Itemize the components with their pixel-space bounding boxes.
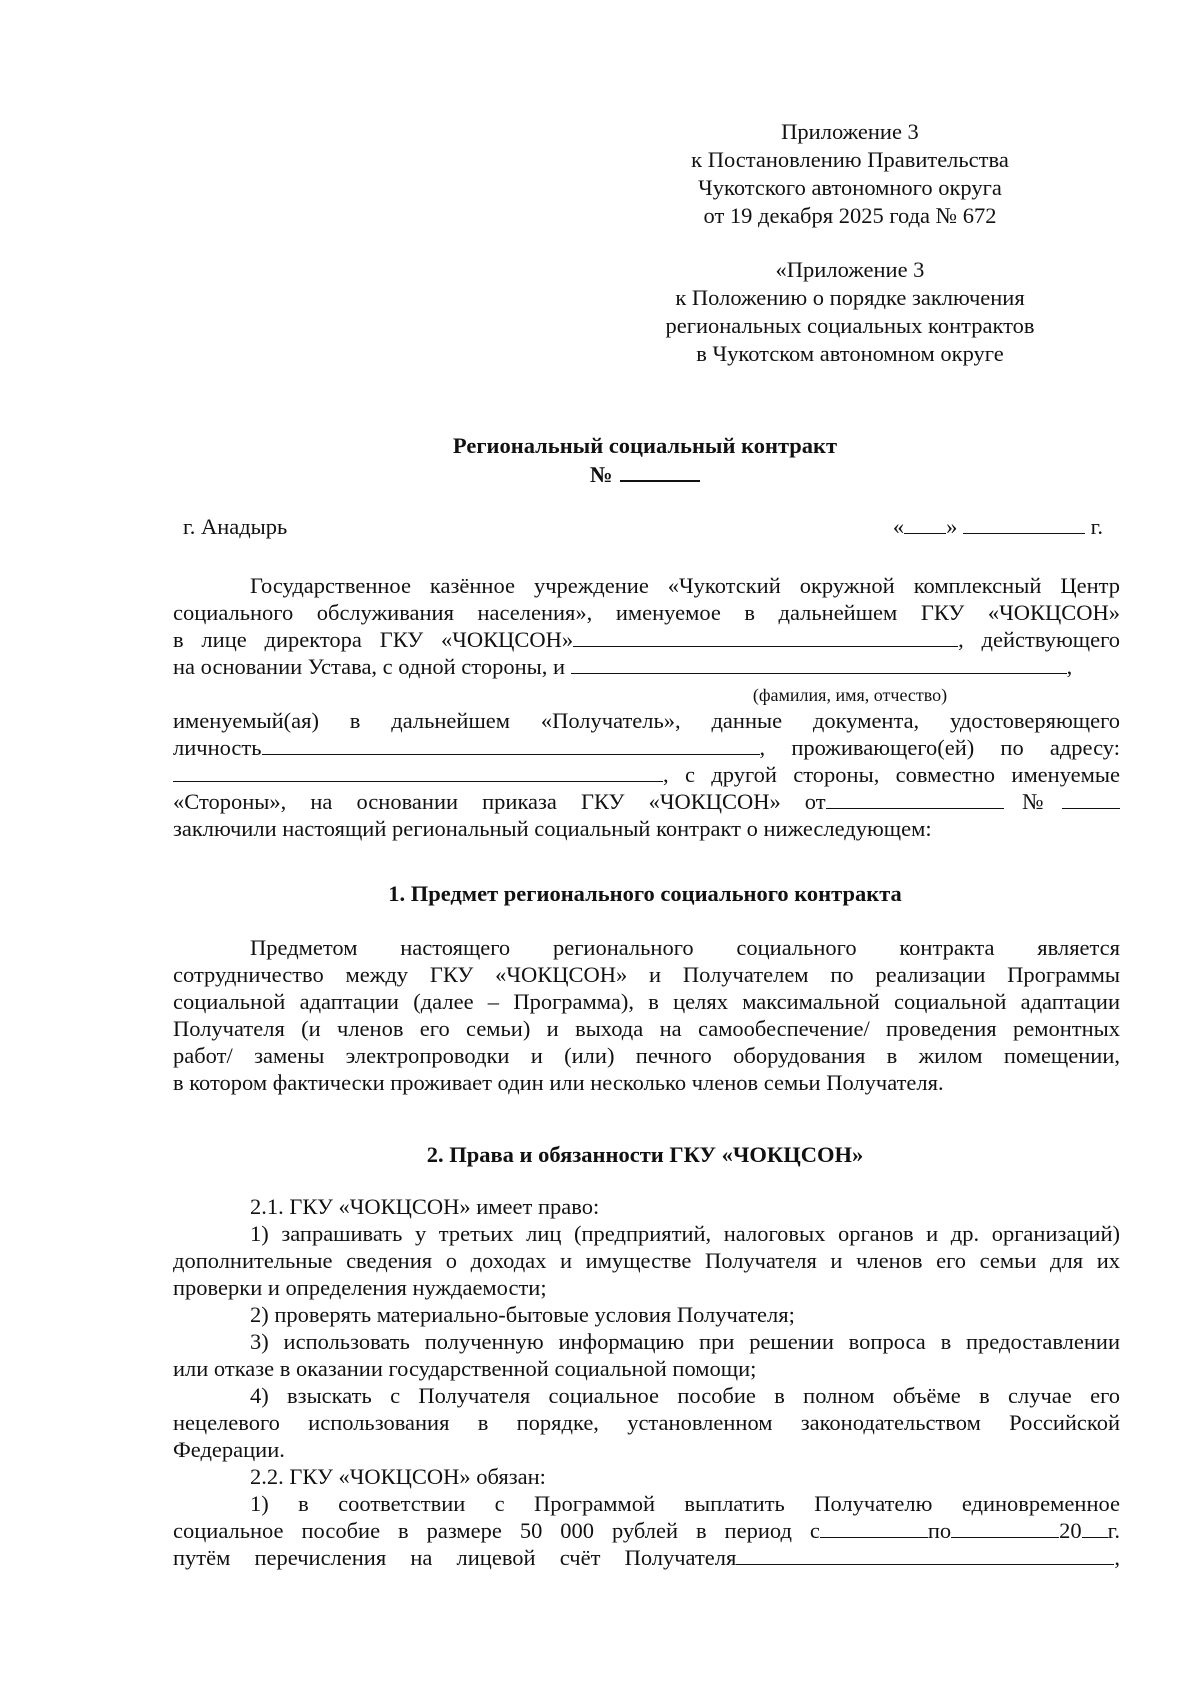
right-item-4: нецелевого использования в порядке, установленном законодательством Российской bbox=[173, 1410, 1120, 1435]
order-label: «Стороны», на основании приказа ГКУ «ЧОКЦСОН» от bbox=[173, 789, 826, 814]
appendix-line: к Постановлению Правительства bbox=[691, 147, 1009, 172]
right-item-1: проверки и определения нуждаемости; bbox=[173, 1275, 547, 1300]
identity-document-blank bbox=[262, 734, 760, 755]
section-1-body bbox=[173, 934, 1120, 1096]
benefit-amount-text: социальное пособие в размере 50 000 рублей в период с bbox=[173, 1518, 820, 1543]
appendix-reference bbox=[660, 256, 1040, 368]
date-open-quote: « bbox=[892, 514, 905, 539]
address-blank bbox=[173, 761, 663, 782]
charter-label: на основании Устава, с одной стороны, и bbox=[173, 654, 566, 679]
preamble-line bbox=[173, 761, 1120, 788]
section-2-heading: 2. Права и обязанности ГКУ «ЧОКЦСОН» bbox=[426, 1142, 864, 1167]
order-number-sign: № bbox=[1003, 789, 1062, 814]
duty-item-1 bbox=[173, 1544, 1120, 1571]
section-2-body bbox=[173, 1193, 1120, 1571]
preamble-line bbox=[173, 734, 1120, 761]
right-item-1: дополнительные сведения о доходах и имуществе Получателя и членов его семьи для их bbox=[173, 1248, 1120, 1273]
preamble-line bbox=[173, 653, 1120, 680]
account-blank bbox=[736, 1544, 1114, 1565]
preamble-line: социального обслуживания населения», именуемое в дальнейшем ГКУ «ЧОКЦСОН» bbox=[173, 600, 1120, 625]
appendix-header bbox=[670, 118, 1030, 230]
clause-2-2: 2.2. ГКУ «ЧОКЦСОН» обязан: bbox=[250, 1464, 546, 1489]
preamble-line bbox=[173, 626, 1120, 653]
other-side-label: , с другой стороны, совместно именуемые bbox=[663, 762, 1120, 787]
appendix-line: в Чукотском автономном округе bbox=[696, 341, 1004, 366]
section-1-line: работ/ замены электропроводки и (или) печного оборудования в жилом помещении, bbox=[173, 1043, 1120, 1068]
section-1-line: сотрудничество между ГКУ «ЧОКЦСОН» и Получателем по реализации Программы bbox=[173, 962, 1120, 987]
city: г. Анадырь bbox=[183, 514, 288, 539]
comma: , bbox=[1114, 1545, 1120, 1570]
year-prefix bbox=[1059, 1518, 1108, 1543]
year-century: 20 bbox=[1059, 1518, 1082, 1543]
section-1-line: в котором фактически проживает один или несколько членов семьи Получателя. bbox=[173, 1070, 944, 1095]
year-suffix: г. bbox=[1090, 514, 1103, 539]
section-1-line: социальной адаптации (далее – Программа), в целях максимальной социальной адаптации bbox=[173, 989, 1120, 1014]
place-date-line bbox=[183, 513, 1103, 541]
preamble-continued bbox=[173, 707, 1120, 842]
director-name-blank bbox=[573, 626, 958, 647]
date-field bbox=[893, 513, 1103, 541]
recipient-name-blank bbox=[571, 653, 1067, 674]
section-1-line: Предметом настоящего регионального социального контракта является bbox=[250, 935, 1120, 960]
period-end-blank bbox=[951, 1517, 1059, 1538]
order-number-blank bbox=[1062, 788, 1120, 809]
preamble-line: Государственное казённое учреждение «Чукотский окружной комплексный Центр bbox=[250, 573, 1120, 598]
comma: , bbox=[1066, 654, 1073, 679]
number-blank bbox=[620, 460, 700, 482]
clause-2-1: 2.1. ГКУ «ЧОКЦСОН» имеет право: bbox=[250, 1194, 600, 1219]
title-text: Региональный социальный контракт bbox=[452, 433, 838, 458]
duty-item-1 bbox=[173, 1517, 1120, 1544]
appendix-line: Приложение 3 bbox=[781, 119, 919, 144]
appendix-line: Чукотского автономного округа bbox=[698, 175, 1002, 200]
appendix-line: «Приложение 3 bbox=[775, 257, 925, 282]
right-item-4: Федерации. bbox=[173, 1437, 285, 1462]
right-item-1: 1) запрашивать у третьих лиц (предприятий, налоговых органов и др. организаций) bbox=[250, 1221, 1120, 1246]
right-item-2: 2) проверять материально-бытовые условия Получателя; bbox=[250, 1302, 795, 1327]
number-sign: № bbox=[589, 462, 613, 487]
year-blank bbox=[1082, 1517, 1108, 1538]
right-item-3: или отказе в оказании государственной социальной помощи; bbox=[173, 1356, 757, 1381]
name-caption: (фамилия, имя, отчество) bbox=[752, 685, 948, 705]
acting-label: , действующего bbox=[958, 627, 1120, 652]
right-item-3: 3) использовать полученную информацию при решении вопроса в предоставлении bbox=[250, 1329, 1120, 1354]
appendix-line: региональных социальных контрактов bbox=[665, 313, 1035, 338]
order-date-blank bbox=[826, 788, 1004, 809]
section-1-line: Получателя (и членов его семьи) и выхода на самообеспечение/ проведения ремонтных bbox=[173, 1016, 1120, 1041]
preamble-line bbox=[173, 788, 1120, 815]
preamble-line: заключили настоящий региональный социальный контракт о нижеследующем: bbox=[173, 816, 932, 841]
contract-number bbox=[170, 460, 1120, 489]
identity-label: личность bbox=[173, 735, 262, 760]
period-start-blank bbox=[820, 1517, 928, 1538]
preamble bbox=[173, 572, 1120, 680]
year-suffix: г. bbox=[1107, 1518, 1120, 1543]
director-label: в лице директора ГКУ «ЧОКЦСОН» bbox=[173, 627, 574, 652]
transfer-text: путём перечисления на лицевой счёт Получателя bbox=[173, 1545, 737, 1570]
right-item-4: 4) взыскать с Получателя социальное пособие в полном объёме в случае его bbox=[250, 1383, 1120, 1408]
appendix-line: к Положению о порядке заключения bbox=[675, 285, 1025, 310]
day-blank bbox=[904, 513, 946, 534]
section-1-heading: 1. Предмет регионального социального контракта bbox=[388, 881, 902, 906]
month-blank bbox=[963, 513, 1085, 534]
date-close-quote: » bbox=[946, 514, 958, 539]
duty-item-1: 1) в соответствии с Программой выплатить Получателю единовременное bbox=[250, 1491, 1120, 1516]
document-title bbox=[170, 432, 1120, 489]
preamble-line: именуемый(ая) в дальнейшем «Получатель», данные документа, удостоверяющего bbox=[173, 708, 1120, 733]
address-label: , проживающего(ей) по адресу: bbox=[759, 735, 1120, 760]
period-to-label: по bbox=[927, 1518, 952, 1543]
appendix-line: от 19 декабря 2025 года № 672 bbox=[703, 203, 997, 228]
